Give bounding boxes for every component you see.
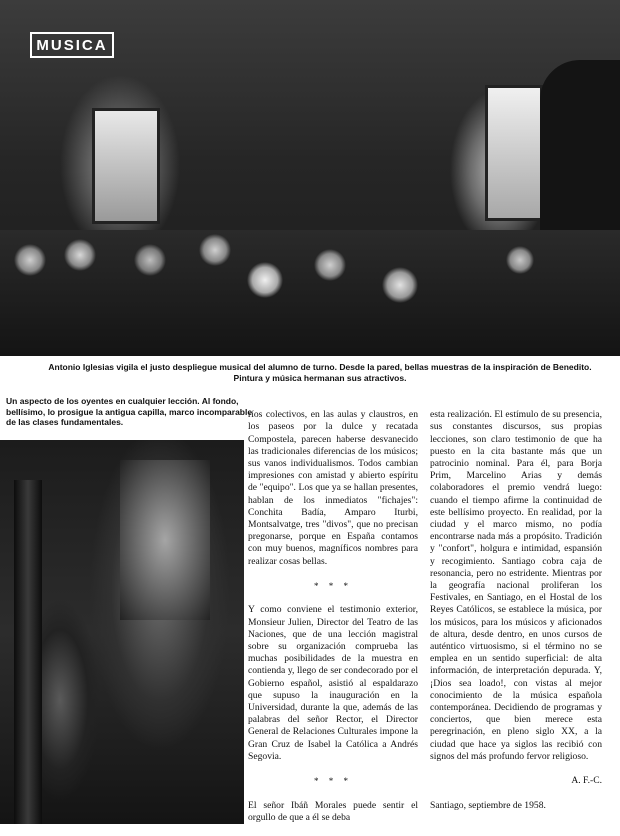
dateline: Santiago, septiembre de 1958. — [430, 799, 546, 811]
stone-pillar — [14, 480, 42, 824]
section-divider: * * * — [314, 776, 352, 787]
side-photo-caption: Un aspecto de los oyentes en cualquier lección. Al fondo, bellísimo, lo prosigue la antigua capilla, marco incomparable de las clases fundamentales. — [6, 396, 253, 427]
chapel-audience-photo — [0, 440, 244, 824]
article-column-right — [430, 397, 602, 824]
section-label: MUSICA — [30, 32, 114, 58]
author-signature: A. F.-C. — [571, 775, 602, 787]
audience-crowd — [0, 230, 620, 356]
article-paragraph: ríos colectivos, en las aulas y claustros, en los paseos por la dulce y recatada Compostela, parecen haberse desvanecido las tradicionales diferencias de los músicos; sus vanos individualismos. Todos cambian impresiones con amistad y abierto espíritu de "equipo". Los que ya se hallan presentes, hablan de los inmediatos "fichajes": Conchita Badía, Amparo Iturbi, Montsalvatge, tres "divos", que no precisan pregonarse, porque en España contamos con muy buenos, magníficos nombres para realizar cosas bellas. — [248, 409, 418, 567]
article-paragraph: El señor Ibáñ Morales puede sentir el orgullo de que a él se deba — [248, 799, 418, 823]
lit-doorway — [120, 460, 210, 620]
window-light-right — [485, 85, 543, 221]
article-paragraph: Y como conviene el testimonio exterior, Monsieur Julien, Director del Teatro de las Naciones, que de una lección magistral sobre su organización comprueba las muchas posibilidades de la muestra en contienda y, llego de ser condecorado por el Gobierno español, asistió al espaldarazo que supuso la inauguración en la Universidad, durante la que, además de las palabras del señor Rector, el Director General de Relaciones Culturales impone la Gran Cruz de Isabel la Católica a Andrés Segovia. — [248, 604, 418, 762]
article-column-middle — [248, 397, 418, 836]
article-paragraph: esta realización. El estímulo de su presencia, sus constantes discursos, sus propias lecciones, son claro testimonio de que ha puesto en la cita bastante más que un patrocinio nominal. Para él, para Borja Prim, Marcelino Arias y demás colaboradores el premio vendrá luego: cuando el tiempo afirme la continuidad de este bellísimo proyecto. En realidad, por la ciudad y el marco mismo, no podía encontrarse nada más a propósito. Tradición y "confort", holgura e intimidad, espansión y recogimiento. Santiago cobra caja de resonancia, pero no estridente. Mientras por la geografía nacional proliferan los Festivales, en Santiago, en el Hostal de los Reyes Católicos, se establece la música, por los músicos, para los músicos y aficionados de altura, desde dentro, en unos cursos de auténtico virtuosismo, si el término no se emplea en un sentido superficial: de alta información, de interpretación depurada. Y, ¡Dios sea loado!, con vistas al mejor conocimiento de la música española contemporánea. Decidiendo de programas y conciertos, que bien merece esta peregrinación, en pleno siglo XX, a la ciudad que hace ya siglos las recibió con signos del más profundo fervor religioso. — [430, 409, 602, 762]
section-divider: * * * — [314, 581, 352, 592]
concert-audience-photo — [0, 0, 620, 356]
main-photo-caption: Antonio Iglesias vigila el justo despliegue musical del alumno de turno. Desde la pared, bellas muestras de la inspiración de Benedito. Pintura y música hermanan sus atractivos. — [48, 362, 592, 383]
window-light-left — [92, 108, 160, 224]
